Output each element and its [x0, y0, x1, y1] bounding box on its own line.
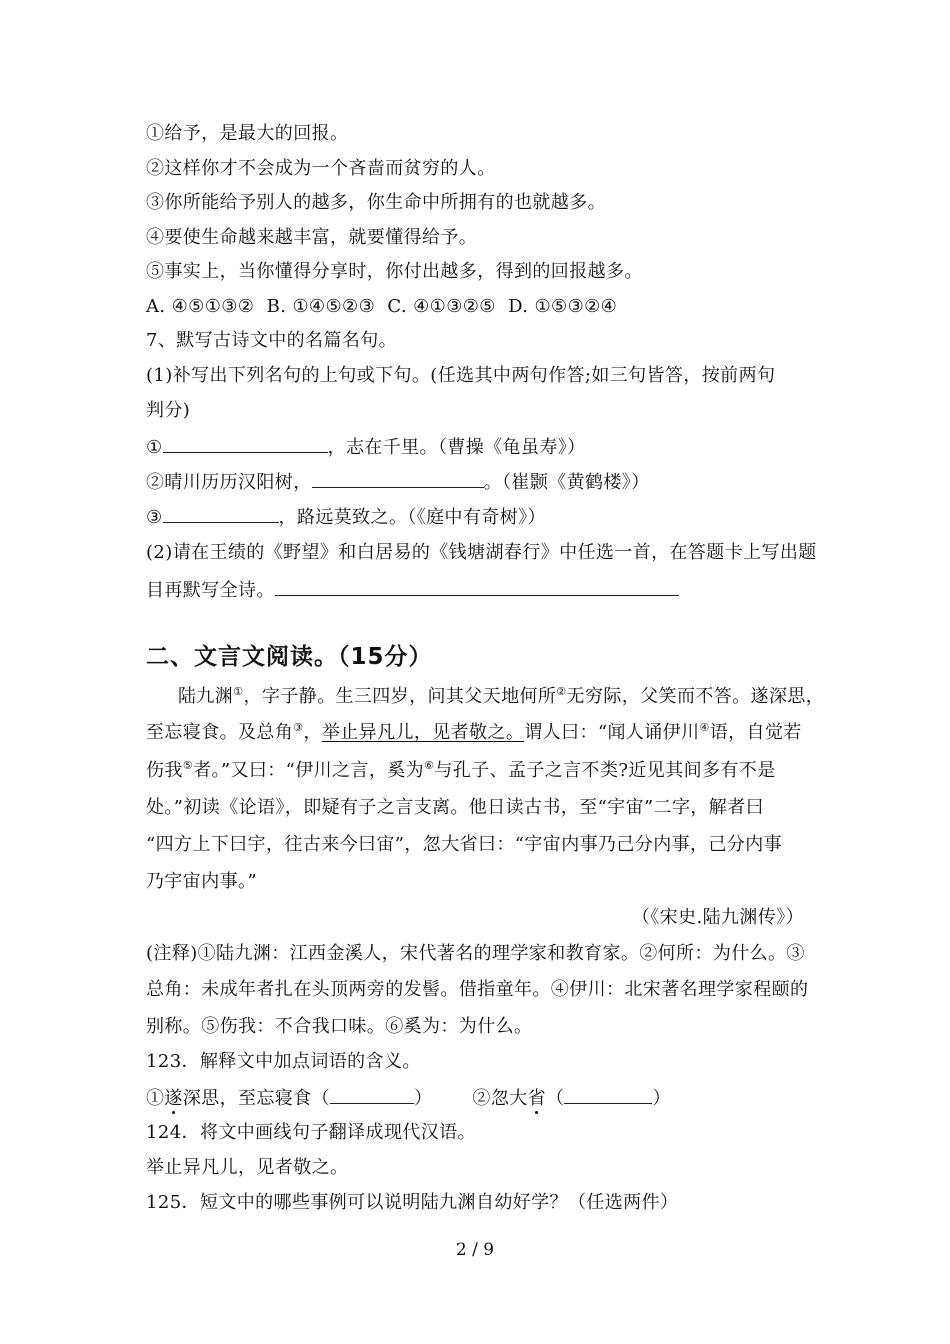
- q123-answer-blank-1[interactable]: [330, 1085, 414, 1104]
- passage-line-4: 处。”初读《论语》，即疑有子之言支离。他日读古书，至“宇宙”二字，解者曰: [146, 797, 765, 818]
- q7-item1-suffix: ，志在千里。（曹操《龟虽寿》）: [327, 437, 586, 458]
- q7-item3-blank[interactable]: [163, 504, 279, 523]
- passage-text: ，字子静。生三四岁，问其父天地何所: [243, 686, 557, 707]
- underlined-sentence: 举止异凡儿，见者敬之。: [321, 722, 525, 743]
- passage-line-3: [146, 759, 776, 783]
- q7-item-1: [146, 434, 586, 460]
- section-heading: 二、文言文阅读。（15分）: [146, 644, 433, 670]
- q7-part1-instruction: (1)补写出下列名句的上句或下句。(任选其中两句作答;如三句皆答，按前两句: [146, 365, 776, 386]
- q7-item2-prefix: ②晴川历历汉阳树，: [146, 472, 312, 493]
- passage-line-6: 乃宇宙内事。”: [146, 871, 258, 892]
- passage-text: 与孔子、孟子之言不类?近见其间多有不是: [434, 760, 776, 781]
- page-number: 2 / 9: [455, 1240, 495, 1260]
- footnote-mark: ③: [293, 721, 304, 734]
- q125-title: 125．短文中的哪些事例可以说明陆九渊自幼好学？（任选两件）: [146, 1192, 679, 1213]
- footnote-mark: ⑥: [424, 759, 435, 772]
- q7-item2-blank[interactable]: [312, 469, 484, 488]
- passage-text: 至忘寝食。及总角: [146, 722, 294, 743]
- q7-item1-blank[interactable]: [163, 434, 328, 453]
- q7-item3-prefix: ③: [146, 507, 163, 528]
- q7-item-3: [146, 504, 546, 530]
- footnote-mark: ⑤: [182, 759, 194, 772]
- q124-sentence: 举止异凡儿，见者敬之。: [146, 1157, 349, 1178]
- q123-item-text: ）: [652, 1088, 671, 1109]
- passage-source: （《宋史.陆九渊传》）: [631, 907, 804, 928]
- q7-item3-suffix: ，路远莫致之。（《庭中有奇树》）: [278, 507, 546, 528]
- q6-option-5: ⑤事实上，当你懂得分享时，你付出越多，得到的回报越多。: [146, 261, 643, 282]
- q7-part1-instruction-cont: 判分): [146, 400, 191, 421]
- passage-text: ，: [303, 722, 322, 743]
- q6-option-3: ③你所能给予别人的越多，你生命中所拥有的也就越多。: [146, 192, 606, 213]
- q7-part2-instruction: (2)请在王绩的《野望》和白居易的《钱塘湖春行》中任选一首，在答题卡上写出题: [146, 542, 817, 563]
- q7-part2-text: 目再默写全诗。: [146, 580, 275, 601]
- footnote-mark: ④: [699, 721, 710, 734]
- footnote-mark: ②: [556, 685, 567, 698]
- q123-item-text: ①: [146, 1088, 165, 1109]
- q6-option-4: ④要使生命越来越丰富，就要懂得给予。: [146, 227, 478, 248]
- q7-part2-blank[interactable]: [275, 577, 679, 596]
- q6-option-1: ①给予，是最大的回报。: [146, 123, 349, 144]
- q7-part2-instruction-cont: [146, 577, 679, 603]
- passage-text: 伤我: [146, 760, 183, 781]
- passage-text: 者。”又曰：“伊川之言，奚为: [193, 760, 425, 781]
- q123-item-text: 深思，至忘寝食（: [182, 1088, 331, 1109]
- passage-line-1: [178, 685, 824, 709]
- q7-item2-suffix: 。（崔颢《黄鹤楼》）: [483, 472, 650, 493]
- dotted-word: 省: [527, 1088, 547, 1109]
- q7-item1-prefix: ①: [146, 437, 163, 458]
- q124-title: 124．将文中画线句子翻译成现代汉语。: [146, 1122, 476, 1143]
- passage-line-5: “四方上下曰宇，往古来今曰宙”，忽大省曰：“宇宙内事乃己分内事，己分内事: [146, 834, 783, 855]
- dotted-word: 遂: [164, 1088, 183, 1109]
- q7-title: 7、默写古诗文中的名篇名句。: [146, 330, 398, 351]
- q6-option-2: ②这样你才不会成为一个吝啬而贫穷的人。: [146, 158, 496, 179]
- passage-text: 语，自觉若: [709, 722, 802, 743]
- notes-line-1: (注释)①陆九渊：江西金溪人，宋代著名的理学家和教育家。②何所：为什么。③: [146, 943, 805, 964]
- passage-text: 陆九渊: [178, 686, 234, 707]
- q7-item-2: [146, 469, 650, 495]
- notes-line-2: 总角：未成年者扎在头顶两旁的发髻。借指童年。④伊川：北宋著名理学家程颐的: [146, 979, 809, 1000]
- q123-item-text: ）: [414, 1088, 433, 1109]
- q123-item-text: （: [546, 1088, 565, 1109]
- q6-choices: A. ④⑤①③② B. ①④⑤②③ C. ④①③②⑤ D. ①⑤③②④: [146, 296, 618, 317]
- q123-item-text: ②忽大: [472, 1088, 528, 1109]
- notes-line-3: 别称。⑤伤我：不合我口味。⑥奚为：为什么。: [146, 1016, 533, 1037]
- passage-text: 谓人曰：“闻人诵伊川: [524, 722, 700, 743]
- q123-items: [146, 1085, 671, 1111]
- passage-text: 无穷际，父笑而不答。遂深思，: [566, 686, 825, 707]
- q123-answer-blank-2[interactable]: [564, 1085, 652, 1104]
- footnote-mark: ①: [233, 685, 244, 698]
- q123-title: 123．解释文中加点词语的含义。: [146, 1051, 421, 1072]
- passage-line-2: [146, 721, 802, 745]
